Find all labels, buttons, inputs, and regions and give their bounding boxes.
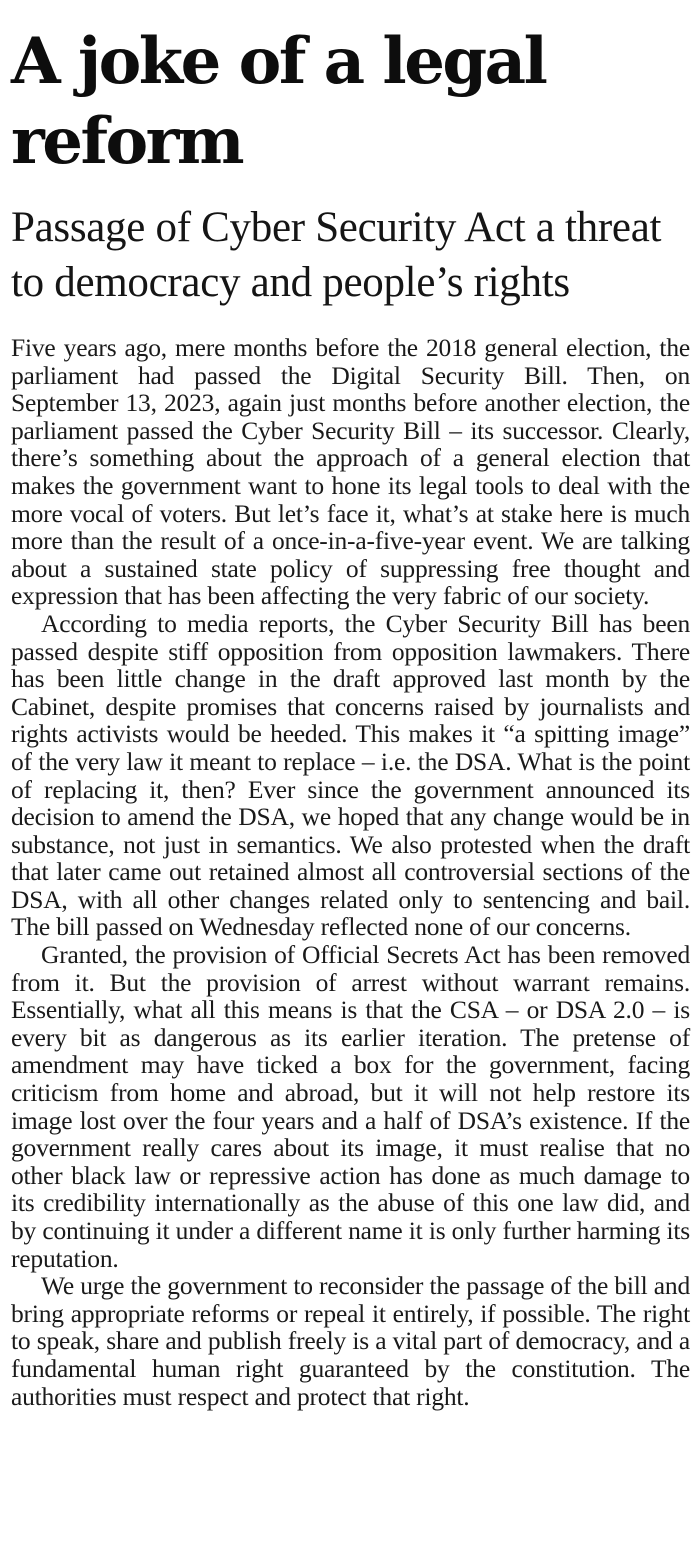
paragraph-3: Granted, the provision of Official Secrets Act has been removed from it. But the provision of arrest without warrant remains. Essentially, what all this means is that the CSA – or DSA 2.0 – is every bit as dangerous as its earlier iteration. The pretense of amendment may have ticked a box for the government, facing criticism from home and abroad, but it will not help restore its image lost over the four years and a half of DSA’s existence. If the government really cares about its image, it must realise that no other black law or repressive action has done as much damage to its credibility internationally as the abuse of this one law did, and by continuing it under a different name it is only further harming its reputation. [11, 940, 690, 1273]
paragraph-1: Five years ago, mere months before the 2018 general election, the parliament had passed the Digital Security Bill. Then, on September 13, 2023, again just months before another election, the parliament passed the Cyber Security Bill – its successor. Clearly, there’s something about the approach of a general election that makes the government want to hone its legal tools to deal with the more vocal of voters. But let’s face it, what’s at stake here is much more than the result of a once-in-a-five-year event. We are talking about a sustained state policy of suppressing free thought and expression that has been affecting the very fabric of our society. [11, 333, 690, 611]
article-body [11, 334, 690, 1410]
paragraph-2: According to media reports, the Cyber Security Bill has been passed despite stiff opposition from opposition lawmakers. There has been little change in the draft approved last month by the Cabinet, despite promises that concerns raised by journalists and rights activists would be heeded. This makes it “a spitting image” of the very law it meant to replace – i.e. the DSA. What is the point of replacing it, then? Ever since the government announced its decision to amend the DSA, we hoped that any change would be in substance, not just in semantics. We also protested when the draft that later came out retained almost all controversial sections of the DSA, with all other changes related only to sentencing and bail. The bill passed on Wednesday reflected none of our concerns. [11, 608, 690, 942]
paragraph-4: We urge the government to reconsider the passage of the bill and bring appropriate reforms or repeal it entirely, if possible. The right to speak, share and publish freely is a vital part of democracy, and a fundamental human right guaranteed by the constitution. The authorities must respect and protect that right. [11, 1271, 690, 1411]
subheadline: Passage of Cyber Security Act a threat to democracy and people’s rights [11, 204, 662, 306]
headline: A joke of a legal reform [11, 24, 546, 179]
